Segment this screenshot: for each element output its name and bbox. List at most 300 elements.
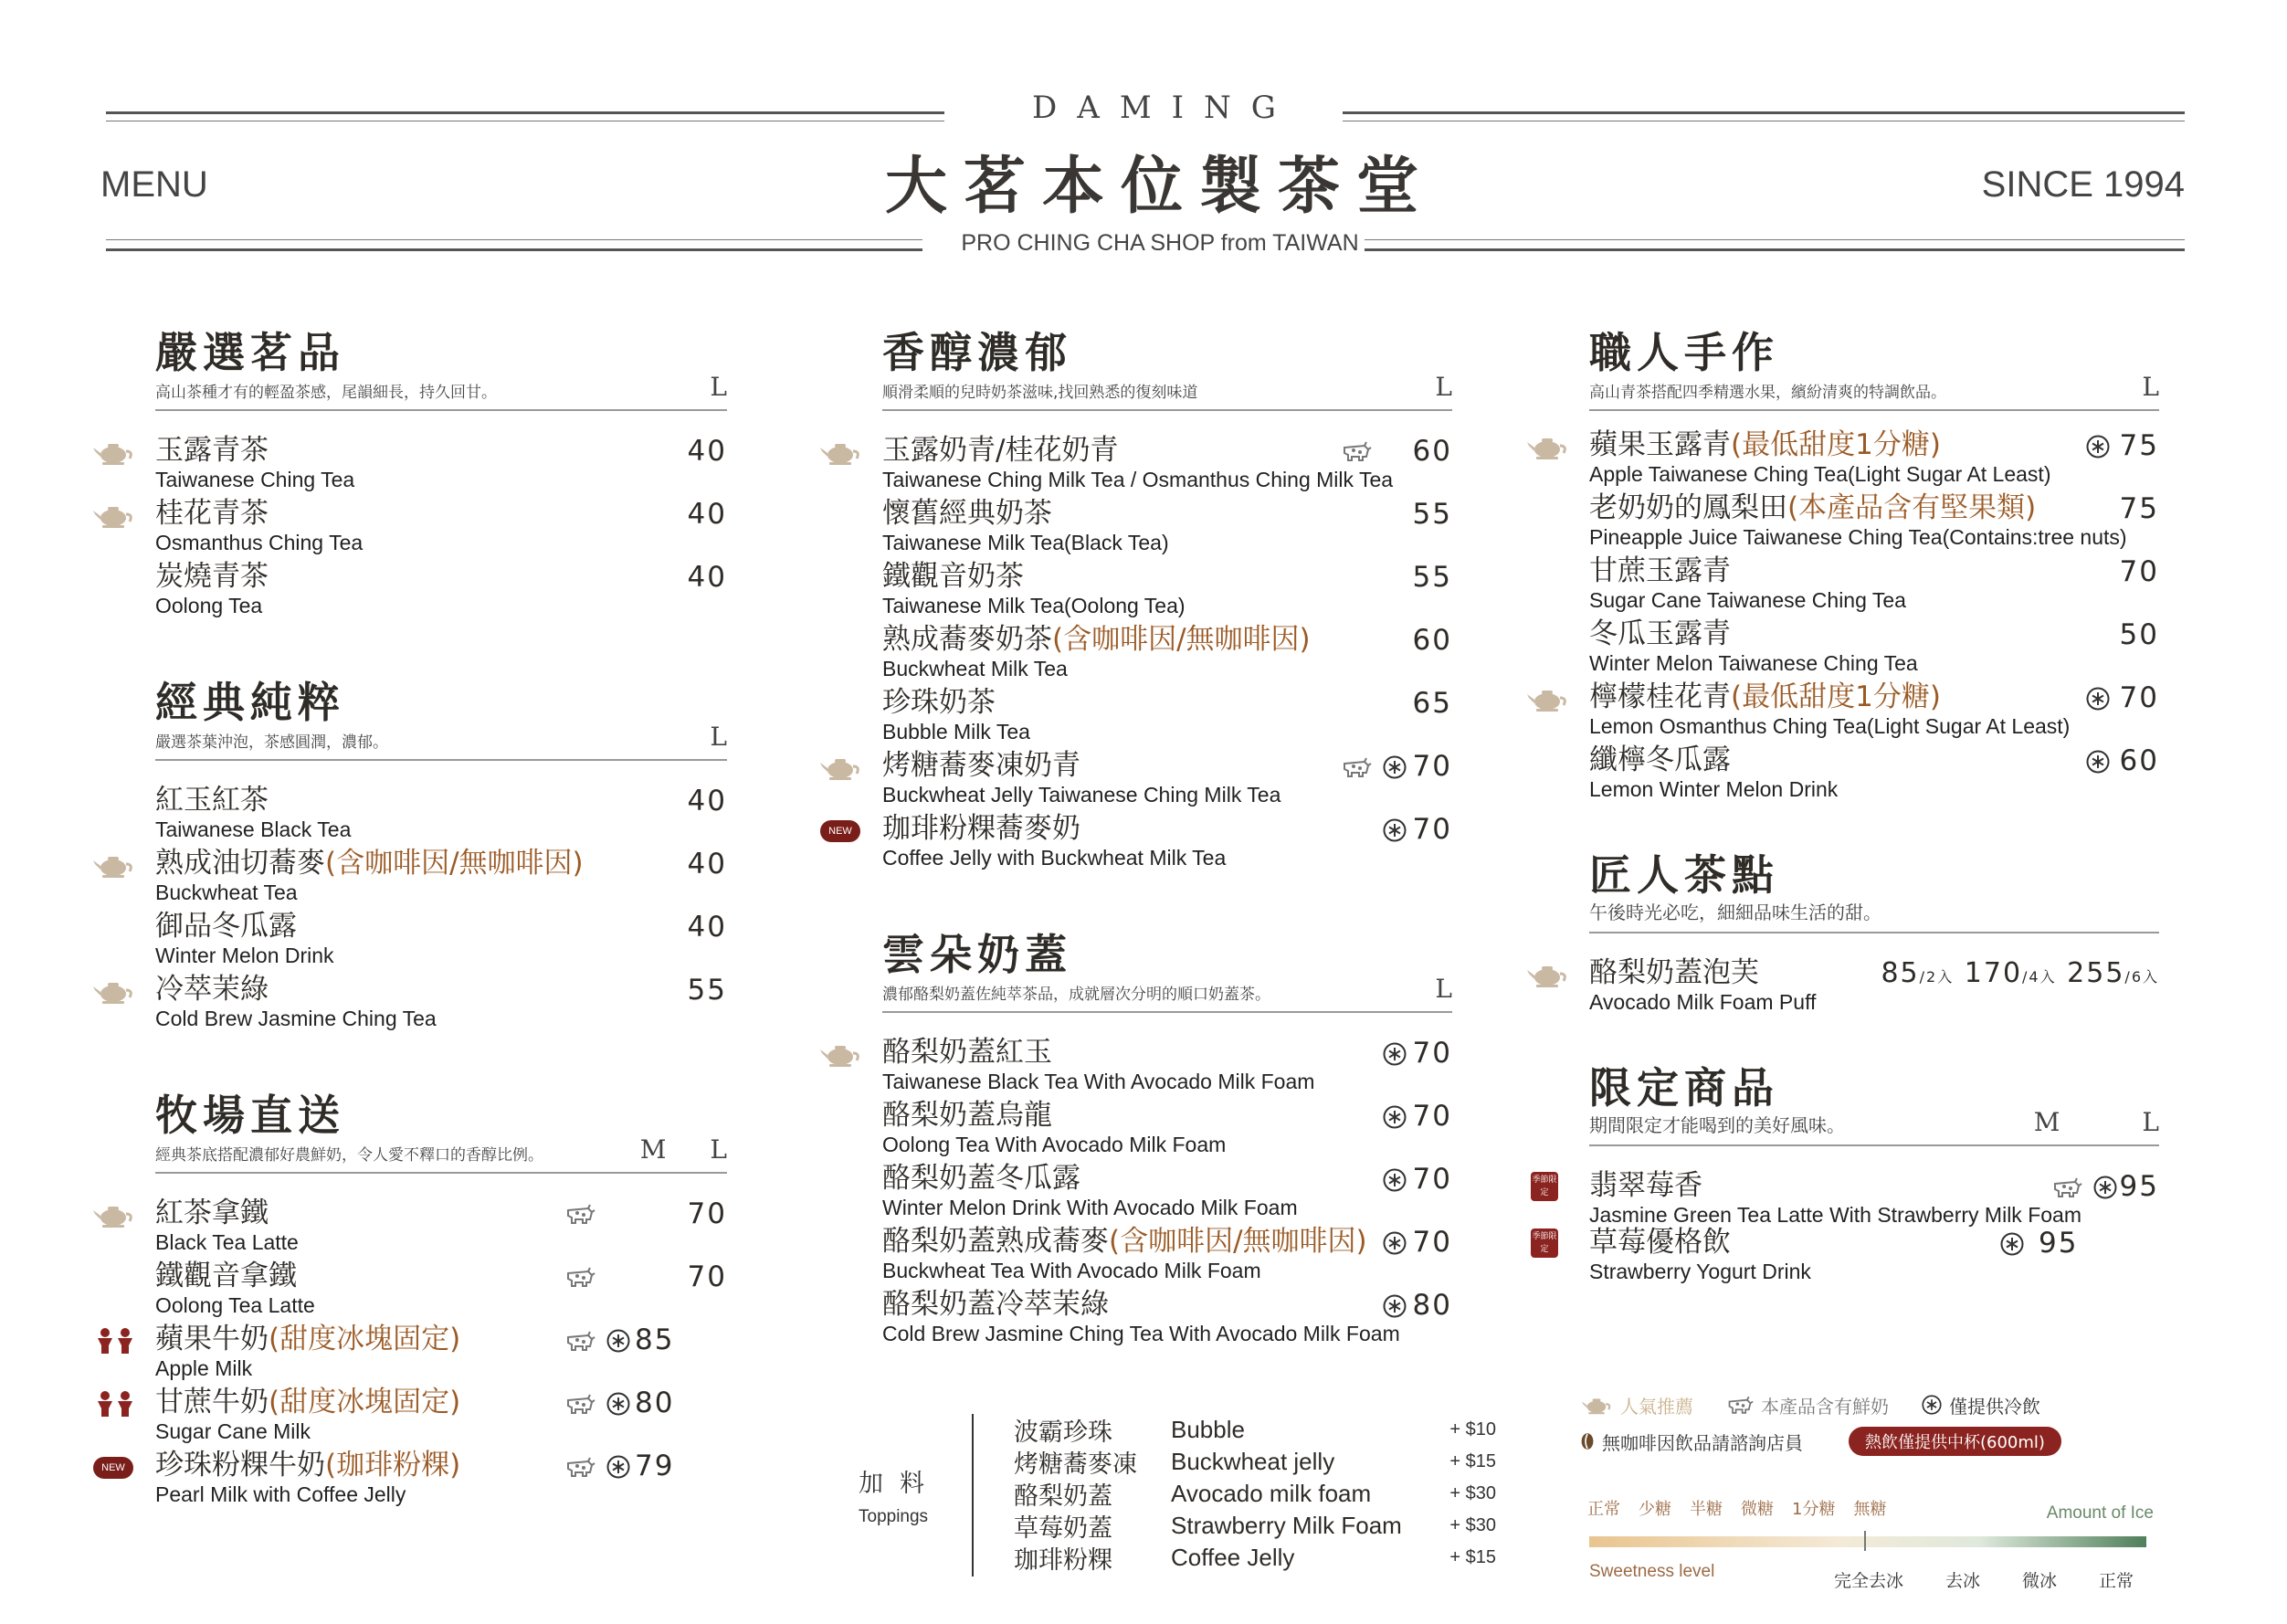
legend-decaf: [1580, 1429, 1803, 1455]
item-name: 蘋果玉露青: [1589, 428, 1731, 461]
fresh-milk-icon: [1341, 756, 1372, 778]
section-header-row: [882, 974, 1452, 1013]
toppings-list: [1014, 1414, 1496, 1574]
menu-item[interactable]: [1589, 743, 2159, 806]
cold-only-icon: [1383, 1105, 1407, 1129]
item-badges: [2086, 750, 2110, 774]
item-name-zh: 珈琲粉粿蕎麥奶: [882, 812, 1080, 845]
item-price: 40: [687, 435, 727, 468]
item-badges: [1383, 818, 1407, 842]
seasonal-badge: 季節限定: [1531, 1172, 1558, 1201]
menu-item[interactable]: [155, 909, 727, 972]
item-price: 80: [635, 1387, 675, 1419]
cold-only-icon: [2086, 435, 2110, 459]
section-cloud-foam: [882, 922, 1452, 1350]
menu-item[interactable]: [1589, 490, 2159, 554]
item-price: 70: [2119, 555, 2159, 588]
item-name-zh: 桂花青茶: [155, 497, 269, 530]
sweetness-level: 半糖: [1690, 1500, 1723, 1519]
section-desc: 午後時光必吃，細細品味生活的甜。: [1589, 902, 1881, 923]
teapot-icon: [91, 438, 135, 466]
sweetness-level-label: Sweetness level: [1589, 1562, 1715, 1581]
item-list: [155, 783, 727, 1035]
item-name-en: Oolong Tea Latte: [155, 1293, 315, 1317]
header-rule-bottom-right: [1365, 239, 2185, 240]
item-name-en: Winter Melon Drink: [155, 944, 334, 967]
item-name-en: Oolong Tea With Avocado Milk Foam: [882, 1133, 1227, 1156]
item-list: [101, 1196, 727, 1511]
item-price: 40: [687, 498, 727, 531]
item-name-en: Winter Melon Drink With Avocado Milk Foam: [882, 1196, 1298, 1219]
teapot-icon: [818, 754, 862, 781]
menu-item[interactable]: [155, 1322, 727, 1385]
toppings-divider: [972, 1414, 974, 1577]
item-name-zh: 烤糖蕎麥凍奶青: [882, 749, 1080, 782]
menu-item[interactable]: [155, 846, 727, 909]
scale-divider: [1864, 1531, 1866, 1551]
item-name-zh: [1589, 427, 2159, 462]
item-name-zh: 御品冬瓜露: [155, 910, 297, 943]
item-note: (含咖啡因/無咖啡因): [1052, 623, 1311, 656]
item-name: 甘蔗牛奶: [155, 1386, 269, 1418]
item-badges: [564, 1455, 630, 1479]
coffee-bean-icon: [1580, 1432, 1595, 1450]
section-title: 香醇濃郁: [882, 328, 1072, 377]
item-name-en: Taiwanese Milk Tea(Oolong Tea): [882, 594, 1186, 617]
teapot-icon: [91, 851, 135, 879]
section-title: 限定商品: [1589, 1063, 1779, 1113]
price-6pc: 255: [2067, 957, 2125, 989]
section-header-row: [1589, 899, 2159, 933]
menu-item[interactable]: [1589, 554, 2159, 617]
new-badge: NEW: [93, 1457, 133, 1479]
item-note: (甜度冰塊固定): [269, 1323, 461, 1355]
cold-only-icon: [2000, 1232, 2024, 1256]
topping-name-en: Strawberry Milk Foam: [1171, 1512, 1402, 1539]
size-l-label: L: [2142, 1107, 2159, 1137]
item-badges: [2086, 435, 2110, 459]
topping-row[interactable]: [1014, 1510, 1496, 1542]
item-list: [1532, 1168, 2159, 1288]
size-l-label: L: [710, 372, 727, 402]
item-price: 55: [687, 974, 727, 1007]
header-rule-top-left: [106, 111, 944, 114]
size-labels: [710, 372, 727, 402]
section-title: 職人手作: [1589, 328, 1779, 377]
section-header-row: [882, 372, 1452, 411]
section-desc: 嚴選茶葉沖泡，茶感圓潤，濃郁。: [155, 733, 388, 752]
section-selected-tea: [155, 320, 727, 622]
menu-item[interactable]: [828, 811, 1452, 874]
menu-item[interactable]: [882, 1098, 1452, 1161]
item-name-zh: 酪梨奶蓋泡芙: [1589, 956, 1759, 989]
topping-row[interactable]: [1014, 1446, 1496, 1478]
sweetness-ice-scale: [1587, 1496, 2154, 1606]
fresh-milk-icon: [564, 1393, 595, 1415]
item-note: (最低甜度1分糖): [1731, 680, 1941, 713]
menu-item[interactable]: [882, 748, 1452, 811]
teapot-icon: [1580, 1395, 1613, 1415]
size-labels: [640, 1134, 727, 1165]
ice-level: 完全去冰: [1834, 1571, 1904, 1591]
kids-icon: [95, 1327, 135, 1355]
toppings-panel: [859, 1414, 1498, 1578]
item-name-zh: 紅茶拿鐵: [155, 1197, 269, 1229]
unit-4pc: /4入: [2022, 968, 2057, 986]
topping-row[interactable]: [1014, 1542, 1496, 1574]
sweetness-level: 正常: [1587, 1500, 1620, 1519]
item-price: 70: [1412, 750, 1452, 783]
cold-only-icon: [606, 1329, 630, 1353]
item-name-zh: 酪梨奶蓋紅玉: [882, 1036, 1052, 1069]
fresh-milk-icon: [2051, 1176, 2082, 1198]
item-name: 珍珠粉粿牛奶: [155, 1449, 325, 1482]
section-title: 雲朵奶蓋: [882, 930, 1072, 979]
item-name-en: Oolong Tea: [155, 594, 263, 617]
item-name-en: Black Tea Latte: [155, 1230, 299, 1254]
item-name-en: Jasmine Green Tea Latte With Strawberry Milk Foam: [1589, 1203, 2081, 1227]
topping-name-en: Buckwheat jelly: [1171, 1448, 1335, 1475]
fresh-milk-icon: [564, 1330, 595, 1352]
section-desc: 高山茶種才有的輕盈茶感，尾韻細長，持久回甘。: [155, 384, 497, 402]
teapot-icon: [91, 501, 135, 529]
section-desc: 經典茶底搭配濃郁好農鮮奶，令人愛不釋口的香醇比例。: [155, 1146, 543, 1165]
item-price: 40: [687, 911, 727, 944]
item-list: [828, 433, 1452, 874]
cold-only-icon: [1383, 755, 1407, 779]
size-l-label: L: [1435, 974, 1452, 1004]
item-name-zh: 鐵觀音奶茶: [882, 560, 1024, 593]
teapot-icon: [91, 1201, 135, 1229]
item-name-zh: 甘蔗玉露青: [1589, 554, 1731, 587]
item-name-zh: 翡翠莓香: [1589, 1169, 1702, 1202]
item-badges: [1383, 1294, 1407, 1318]
menu-item[interactable]: [882, 559, 1452, 622]
ice-levels: [1834, 1567, 2134, 1592]
item-price: 60: [2119, 744, 2159, 777]
item-badges: [1383, 1231, 1407, 1255]
item-name-en: Bubble Milk Tea: [882, 720, 1030, 743]
menu-item[interactable]: [1589, 617, 2159, 680]
brand-subtitle: PRO CHING CHA SHOP from TAIWAN: [961, 230, 1359, 256]
fresh-milk-icon: [1726, 1395, 1754, 1415]
section-classic: [155, 670, 727, 1035]
menu-item[interactable]: [1589, 427, 2159, 490]
sweetness-ice-gradient: [1589, 1536, 2146, 1547]
column-2: [828, 320, 1452, 1350]
item-badges: [1341, 755, 1407, 779]
cold-only-icon: [1383, 1042, 1407, 1066]
legend-fresh-milk-label: 本產品含有鮮奶: [1761, 1395, 1889, 1418]
cold-only-icon: [2086, 687, 2110, 711]
legend-cold-only: [1922, 1392, 2040, 1418]
kids-icon: [95, 1390, 135, 1418]
topping-name-zh: 波霸珍珠: [1014, 1418, 1112, 1447]
menu-item[interactable]: [101, 1448, 727, 1511]
item-name-en: Avocado Milk Foam Puff: [1589, 990, 1817, 1014]
item-name: 熟成蕎麥奶茶: [882, 623, 1052, 656]
fresh-milk-icon: [564, 1456, 595, 1478]
item-name-zh: 珍珠奶茶: [882, 686, 996, 719]
item-name-zh: [1589, 680, 2159, 714]
item-price: 70: [2119, 681, 2159, 714]
section-desc: 高山青茶搭配四季精選水果，繽紛清爽的特調飲品。: [1589, 384, 1946, 402]
item-name-en: Strawberry Yogurt Drink: [1589, 1260, 1811, 1283]
seasonal-badge: 季節限定: [1531, 1229, 1558, 1258]
item-badges: [2051, 1176, 2117, 1199]
item-badges: [564, 1392, 630, 1416]
item-note: (含咖啡因/無咖啡因): [325, 847, 584, 880]
section-title: 牧場直送: [155, 1091, 345, 1140]
size-l-label: L: [710, 722, 727, 752]
ice-level: 去冰: [1945, 1571, 1981, 1591]
toppings-title: 加料: [859, 1470, 941, 1498]
topping-name-zh: 酪梨奶蓋: [1014, 1482, 1112, 1511]
menu-item[interactable]: [1532, 1225, 2159, 1288]
size-m-label: M: [639, 1134, 667, 1165]
legend-decaf-label: 無咖啡因飲品請諮詢店員: [1602, 1431, 1803, 1454]
topping-price: + $30: [1449, 1515, 1496, 1535]
amount-of-ice-label: Amount of Ice: [2046, 1503, 2154, 1523]
item-name-en: Coffee Jelly with Buckwheat Milk Tea: [882, 846, 1227, 870]
brand-title: 大茗本位製茶堂: [884, 151, 1435, 223]
topping-name-zh: 珈琲粉粿: [1014, 1546, 1112, 1575]
item-list: [155, 433, 727, 622]
section-desc: 期間限定才能喝到的美好風味。: [1589, 1114, 1845, 1136]
sweetness-level: 1分糖: [1792, 1500, 1836, 1519]
cold-only-icon: [1383, 1168, 1407, 1192]
item-name-zh: 冬瓜玉露青: [1589, 617, 1731, 650]
menu-item[interactable]: [882, 496, 1452, 559]
item-name-en: Taiwanese Ching Tea: [155, 468, 355, 491]
item-price: 70: [687, 1197, 727, 1230]
menu-item[interactable]: [882, 1287, 1452, 1350]
item-name-zh: 懷舊經典奶茶: [882, 497, 1052, 530]
item-name-en: Cold Brew Jasmine Ching Tea With Avocado Milk Foam: [882, 1322, 1400, 1345]
topping-price: + $15: [1449, 1547, 1496, 1567]
topping-row[interactable]: [1014, 1414, 1496, 1446]
unit-6pc: /6入: [2124, 968, 2159, 986]
topping-name-zh: 草莓奶蓋: [1014, 1514, 1112, 1543]
toppings-title-en: Toppings: [859, 1507, 929, 1526]
size-labels: [2142, 372, 2159, 402]
item-name-zh: 冷萃茉綠: [155, 973, 269, 1006]
size-labels: [2034, 1107, 2159, 1137]
item-name-en: Sugar Cane Taiwanese Ching Tea: [1589, 588, 1906, 612]
since-label: SINCE 1994: [1981, 164, 2185, 205]
item-badges: [1383, 1105, 1407, 1129]
item-name-en: Sugar Cane Milk: [155, 1419, 311, 1443]
teapot-icon: [1525, 433, 1569, 460]
item-name-en: Buckwheat Tea: [155, 881, 298, 904]
item-name-zh: 玉露奶青/桂花奶青: [882, 434, 1119, 467]
section-header-row: [155, 372, 727, 411]
teapot-icon: [91, 977, 135, 1005]
cold-only-icon: [2093, 1176, 2117, 1199]
topping-name-zh: 烤糖蕎麥凍: [1014, 1450, 1137, 1479]
cold-only-icon: [606, 1455, 630, 1479]
size-l-label: L: [2142, 372, 2159, 402]
legend: [1580, 1387, 2155, 1460]
menu-item[interactable]: [1532, 1168, 2159, 1227]
item-price: 70: [687, 1260, 727, 1293]
item-note: (本產品含有堅果類): [1787, 491, 2037, 524]
item-price: 70: [1412, 1037, 1452, 1070]
fresh-milk-icon: [564, 1203, 595, 1225]
item-price: 70: [1412, 1100, 1452, 1133]
item-price: 80: [1412, 1289, 1452, 1322]
item-name-en: Apple Taiwanese Ching Tea(Light Sugar At Least): [1589, 462, 2051, 486]
item-name-zh: [882, 622, 1452, 657]
item-price: 60: [1412, 624, 1452, 657]
section-title: 匠人茶點: [1589, 850, 1779, 900]
item-price: 75: [2119, 492, 2159, 525]
item-price: 75: [2119, 429, 2159, 462]
item-name-zh: 鐵觀音拿鐵: [155, 1260, 297, 1292]
fresh-milk-icon: [1341, 440, 1372, 462]
item-price: 70: [1412, 1226, 1452, 1259]
item-name-en: Winter Melon Taiwanese Ching Tea: [1589, 651, 1918, 675]
topping-row[interactable]: [1014, 1478, 1496, 1510]
fresh-milk-icon: [564, 1266, 595, 1288]
item-price: 95: [2119, 1170, 2159, 1203]
item-name-en: Buckwheat Jelly Taiwanese Ching Milk Tea: [882, 783, 1281, 807]
menu-item[interactable]: [882, 1224, 1452, 1287]
size-l-label: L: [1435, 372, 1452, 402]
teapot-icon: [1525, 961, 1569, 988]
legend-popular: [1580, 1392, 1693, 1418]
item-name-en: Taiwanese Black Tea: [155, 817, 352, 841]
menu-item[interactable]: [155, 559, 727, 622]
section-limited: [1532, 1055, 2159, 1288]
item-name-zh: [882, 1224, 1452, 1259]
item-price: 70: [1412, 1163, 1452, 1196]
section-desc: 順滑柔順的兒時奶茶滋味,找回熟悉的復刻味道: [882, 384, 1198, 402]
menu-label: MENU: [100, 164, 208, 205]
item-name-en: Taiwanese Ching Milk Tea / Osmanthus Ching Milk Tea: [882, 468, 1394, 491]
item-name-zh: 紅玉紅茶: [155, 784, 269, 817]
size-m-label: M: [2033, 1107, 2060, 1137]
topping-name-en: Avocado milk foam: [1171, 1480, 1372, 1507]
item-name-en: Buckwheat Milk Tea: [882, 657, 1068, 680]
cold-only-icon: [606, 1392, 630, 1416]
legend-row-1: [1580, 1387, 2155, 1423]
section-title: 經典純粹: [155, 678, 345, 727]
item-name-en: Lemon Osmanthus Ching Tea(Light Sugar At Least): [1589, 714, 2071, 738]
teapot-icon: [818, 438, 862, 466]
header-rule-bottom-left: [106, 239, 922, 240]
item-note: (含咖啡因/無咖啡因): [1109, 1225, 1367, 1258]
item-name: 酪梨奶蓋熟成蕎麥: [882, 1225, 1109, 1258]
topping-name-en: Bubble: [1171, 1416, 1245, 1443]
item-badges: [2000, 1232, 2024, 1256]
item-name: 檸檬桂花青: [1589, 680, 1731, 713]
price-2pc: 85: [1881, 957, 1920, 989]
sweetness-level: 少糖: [1639, 1500, 1671, 1519]
legend-popular-label: 人氣推薦: [1620, 1395, 1693, 1418]
topping-price: + $30: [1449, 1483, 1496, 1503]
menu-item[interactable]: [155, 972, 727, 1035]
column-1: [101, 320, 727, 1511]
menu-item[interactable]: [155, 1196, 727, 1259]
menu-item[interactable]: [882, 1161, 1452, 1224]
item-price-tiers: [1881, 957, 2159, 989]
item-list: [1589, 955, 2159, 1018]
size-labels: [1435, 974, 1452, 1004]
sweetness-level: 微糖: [1741, 1500, 1774, 1519]
menu-item[interactable]: [155, 433, 727, 496]
item-price: 85: [635, 1323, 675, 1356]
menu-item[interactable]: [882, 1035, 1452, 1098]
menu-item[interactable]: [155, 496, 727, 559]
section-header-row: [1589, 372, 2159, 411]
menu-item[interactable]: [882, 622, 1452, 685]
item-badges: [564, 1266, 595, 1288]
hot-drink-note: 熱飲僅提供中杯(600ml): [1849, 1427, 2061, 1456]
menu-item[interactable]: [1589, 680, 2159, 743]
section-rich-milk-tea: [828, 320, 1452, 874]
menu-item[interactable]: [1589, 955, 2159, 1018]
ice-level: 微冰: [2022, 1571, 2058, 1591]
item-name-zh: 草莓優格飲: [1589, 1226, 1731, 1259]
menu-item[interactable]: [155, 1385, 727, 1448]
legend-row-2: [1580, 1423, 2155, 1460]
price-4pc: 170: [1964, 957, 2023, 989]
item-name-en: Osmanthus Ching Tea: [155, 531, 364, 554]
cold-only-icon: [2086, 750, 2110, 774]
menu-item[interactable]: [882, 685, 1452, 748]
item-name-en: Taiwanese Black Tea With Avocado Milk Foam: [882, 1070, 1315, 1093]
legend-fresh-milk: [1726, 1392, 1889, 1418]
item-price: 70: [1412, 813, 1452, 846]
item-price: 60: [1412, 435, 1452, 468]
item-price: 65: [1412, 687, 1452, 720]
sweetness-level: 無糖: [1853, 1500, 1887, 1519]
cold-only-icon: [1383, 818, 1407, 842]
menu-item[interactable]: [882, 433, 1452, 496]
header-rule-bottom-right-thick: [1365, 248, 2185, 251]
item-note: (珈琲粉粿): [325, 1449, 461, 1482]
menu-item[interactable]: [155, 783, 727, 846]
item-price: 40: [687, 848, 727, 881]
item-name-zh: [155, 846, 727, 881]
size-labels: [710, 722, 727, 752]
item-name: 老奶奶的鳳梨田: [1589, 491, 1787, 524]
item-price: 79: [635, 1450, 675, 1482]
item-badges: [564, 1203, 595, 1225]
topping-price: + $15: [1449, 1451, 1496, 1471]
section-header-row: [1589, 1107, 2159, 1146]
item-note: (甜度冰塊固定): [269, 1386, 461, 1418]
menu-item[interactable]: [155, 1259, 727, 1322]
item-name-zh: 酪梨奶蓋冬瓜露: [882, 1162, 1080, 1195]
teapot-icon: [1525, 685, 1569, 712]
brand-en: DAMING: [1032, 90, 1296, 126]
item-name: 蘋果牛奶: [155, 1323, 269, 1355]
ice-level: 正常: [2099, 1571, 2134, 1591]
topping-price: + $10: [1449, 1419, 1496, 1439]
item-list: [882, 1035, 1452, 1350]
section-desc: 濃郁酪梨奶蓋佐純萃茶品，成就層次分明的順口奶蓋茶。: [882, 986, 1270, 1004]
column-3: [1532, 320, 2159, 1288]
section-artisan: [1589, 320, 2159, 806]
item-name-zh: [1589, 490, 2159, 525]
legend-cold-only-label: 僅提供冷飲: [1949, 1395, 2040, 1418]
teapot-icon: [818, 1040, 862, 1068]
section-title: 嚴選茗品: [155, 328, 345, 377]
item-name-zh: 酪梨奶蓋冷萃茉綠: [882, 1288, 1109, 1321]
section-desserts: [1589, 842, 2159, 1018]
